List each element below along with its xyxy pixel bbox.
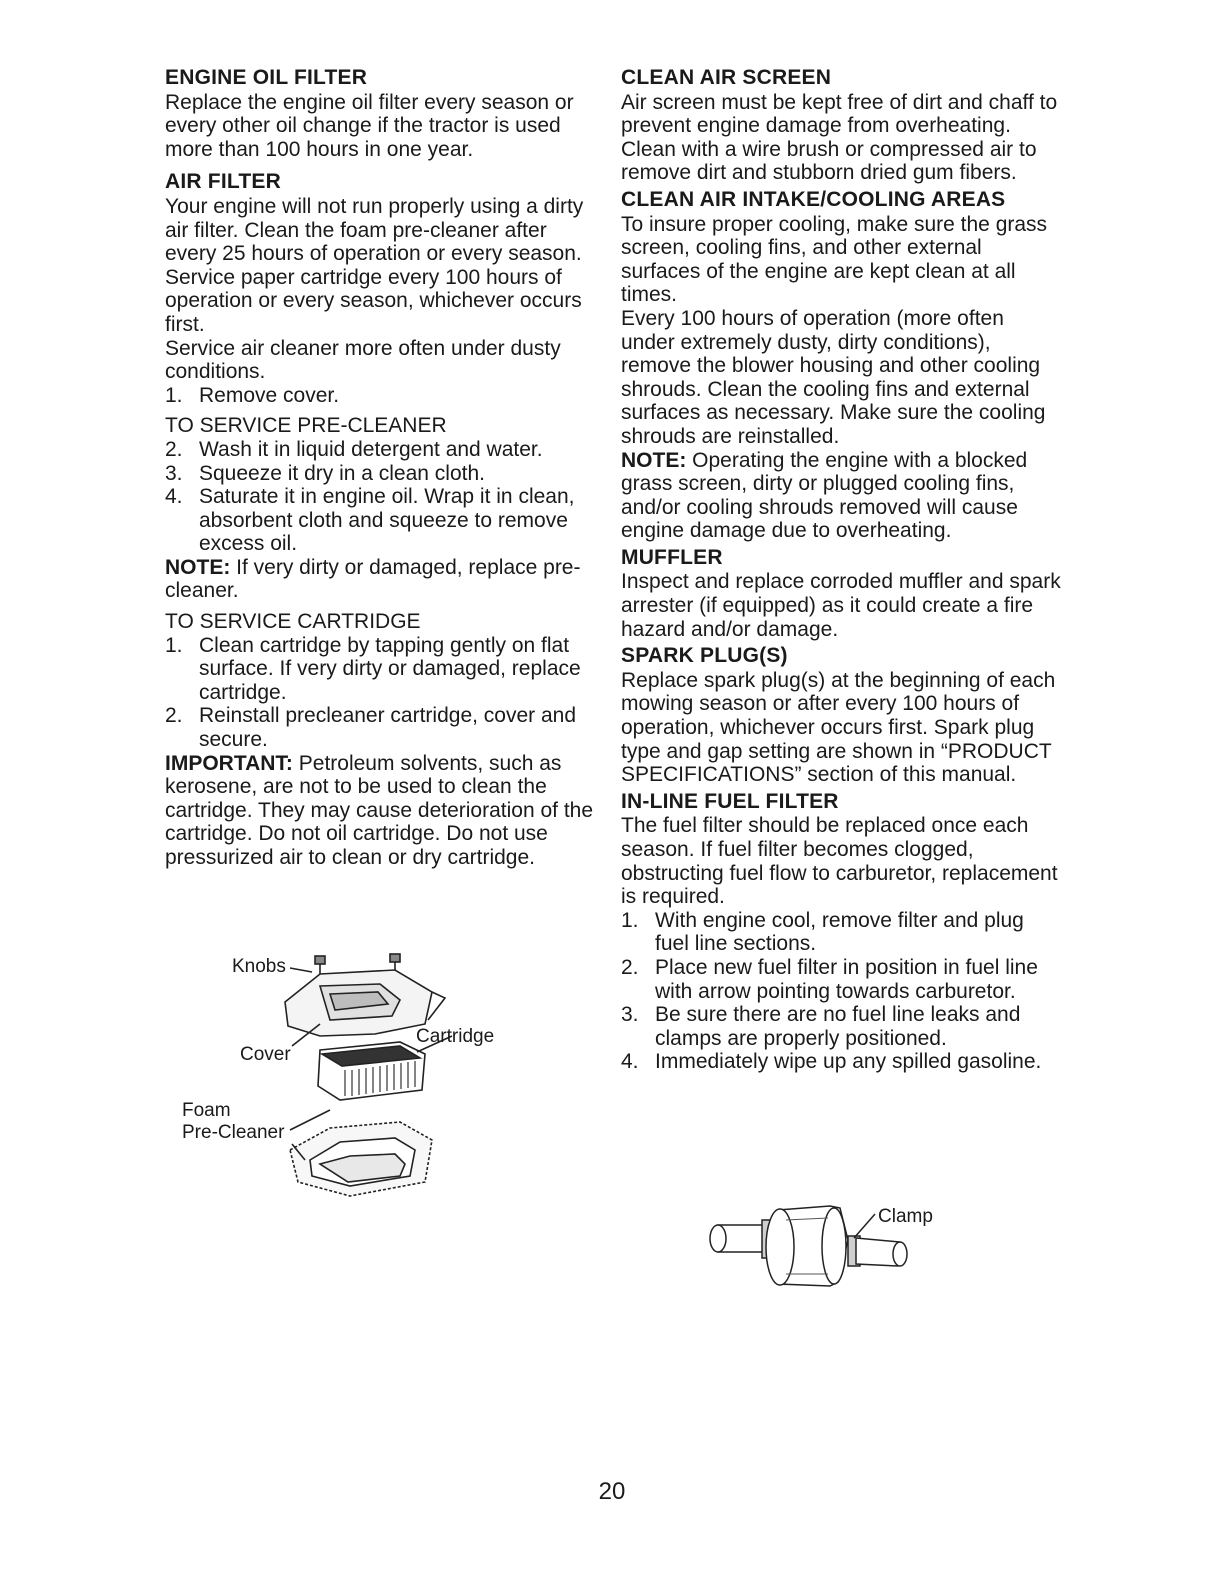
list-item: 1. With engine cool, remove filter and plug fuel line sections. [621, 908, 1024, 956]
list-item: 4. Immediately wipe up any spilled gasoline. [621, 1050, 1042, 1074]
inline-fuel-filter-section [621, 790, 1061, 1074]
subheading: TO SERVICE PRE-CLEANER [165, 414, 447, 438]
section-body: Air screen must be kept free of dirt and chaff to prevent engine damage from overheating. Clean with a wire brush or compressed air to remove dirt and stubborn dried gum fibers. [621, 90, 1058, 185]
section-heading: CLEAN AIR SCREEN [621, 66, 832, 89]
air-filter-illustration [170, 950, 510, 1210]
note: NOTE: Operating the engine with a blocked grass screen, dirty or plugged cooling fins, and/or cooling shrouds removed will cause engine damage due to overheating. [621, 448, 1028, 543]
section-body: Replace spark plug(s) at the beginning of each mowing season or after every 100 hours of operation, whichever occurs first. Spark plug type and gap setting are shown in “PRODUCT SPECIFICATIONS” section of this manual. [621, 668, 1056, 787]
important-note: IMPORTANT: Petroleum solvents, such as kerosene, are not to be used to clean the cartridge. They may cause deterioration of the cartridge. Do not oil cartridge. Do not use pressurized air to clean or dry cartridge. [165, 751, 594, 869]
list-item: 3. Squeeze it dry in a clean cloth. [165, 461, 486, 485]
step-list [165, 384, 595, 408]
section-body: Every 100 hours of operation (more often under extremely dusty, dirty conditions), remove the blower housing and other cooling shrouds. Clean the cooling fins and external surfaces as necessary. Make sure the cooling shrouds are reinstalled. [621, 306, 1046, 448]
section-body: Service air cleaner more often under dusty conditions. [165, 336, 561, 384]
air-filter-section [165, 170, 595, 869]
pre-cleaner-label: Pre-Cleaner [182, 1122, 285, 1143]
cartridge-label: Cartridge [416, 1026, 495, 1047]
air-filter-diagram [170, 950, 510, 1210]
section-heading: CLEAN AIR INTAKE/COOLING AREAS [621, 187, 1006, 211]
note: NOTE: If very dirty or damaged, replace pre-cleaner. [165, 555, 581, 603]
engine-oil-filter-section [165, 66, 595, 161]
cover-label: Cover [240, 1044, 291, 1065]
list-item: 2. Place new fuel filter in position in fuel line with arrow pointing towards carburetor. [621, 955, 1038, 1003]
section-body: Your engine will not run properly using a dirty air filter. Clean the foam pre-cleaner after every 25 hours of operation or every season. Service paper cartridge every 100 hours of operation or every season, whichever occurs first. [165, 194, 584, 336]
clamp-label: Clamp [878, 1206, 933, 1227]
section-heading: ENGINE OIL FILTER [165, 66, 368, 89]
section-heading: AIR FILTER [165, 170, 281, 194]
right-column [621, 66, 1061, 1074]
left-column [165, 66, 595, 870]
section-body: To insure proper cooling, make sure the grass screen, cooling fins, and other external surfaces of the engine are kept clean at all times. [621, 212, 1048, 307]
page-number: 20 [598, 1478, 626, 1505]
section-body: Inspect and replace corroded muffler and spark arrester (if equipped) as it could create a fire hazard and/or damage. [621, 570, 1061, 641]
step-list [165, 634, 595, 752]
list-item: 1. Remove cover. [165, 383, 340, 407]
clean-air-intake-section [621, 188, 1061, 543]
list-item: 3. Be sure there are no fuel line leaks and clamps are properly positioned. [621, 1003, 1021, 1050]
subheading: TO SERVICE CARTRIDGE [165, 610, 421, 634]
knobs-label: Knobs [232, 956, 286, 977]
section-body: Replace the engine oil filter every season or every other oil change if the tractor is used more than 100 hours in one year. [165, 90, 574, 161]
list-item: 2. Reinstall precleaner cartridge, cover and secure. [165, 704, 577, 752]
step-list [621, 909, 1061, 1074]
step-list [165, 438, 595, 556]
list-item: 4. Saturate it in engine oil. Wrap it in clean, absorbent cloth and squeeze to remove excess oil. [165, 485, 575, 556]
section-heading: IN-LINE FUEL FILTER [621, 789, 839, 813]
section-heading: MUFFLER [621, 545, 723, 569]
foam-label: Foam [182, 1100, 231, 1121]
clean-air-screen-section [621, 66, 1061, 185]
fuel-filter-diagram [700, 1200, 960, 1300]
section-heading: SPARK PLUG(S) [621, 644, 788, 668]
list-item: 2. Wash it in liquid detergent and water. [165, 437, 543, 461]
section-body: The fuel filter should be replaced once each season. If fuel filter becomes clogged, obstructing fuel flow to carburetor, replacement is required. [621, 814, 1058, 909]
spark-plugs-section [621, 644, 1061, 787]
list-item: 1. Clean cartridge by tapping gently on flat surface. If very dirty or damaged, replace cartridge. [165, 633, 581, 704]
muffler-section [621, 546, 1061, 641]
